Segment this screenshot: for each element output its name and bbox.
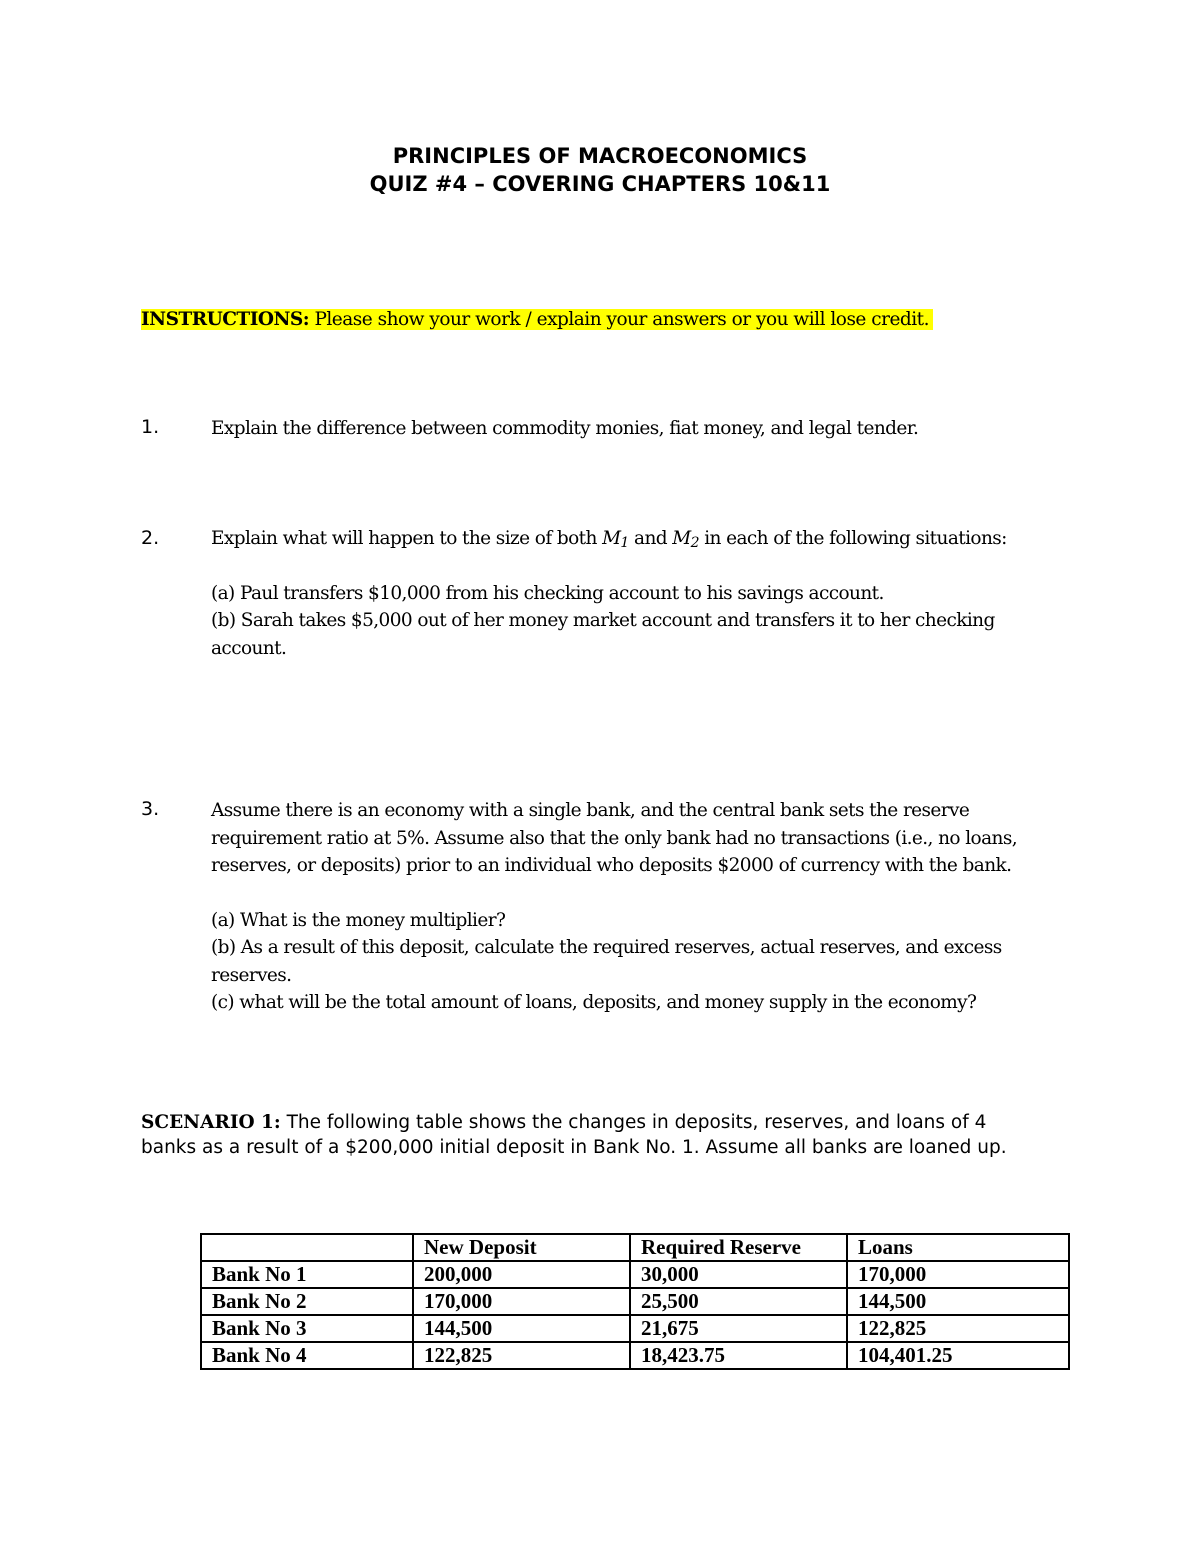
table-cell: Bank No 4: [201, 1342, 413, 1369]
table-cell: 30,000: [630, 1261, 847, 1288]
table-cell: Bank No 3: [201, 1315, 413, 1342]
table-cell: 21,675: [630, 1315, 847, 1342]
question-3-number: 3.: [141, 798, 160, 820]
scenario-label: SCENARIO 1:: [141, 1112, 281, 1133]
question-3-part-a: (a) What is the money multiplier?: [211, 909, 506, 931]
table-cell: 104,401.25: [847, 1342, 1069, 1369]
question-2-part-a: (a) Paul transfers $10,000 from his checking account to his savings account.: [211, 582, 884, 604]
table-cell: 200,000: [413, 1261, 630, 1288]
table-header-cell: New Deposit: [413, 1234, 630, 1261]
question-1: [211, 415, 1071, 443]
table-row: [201, 1315, 1069, 1342]
question-3-part-c: (c) what will be the total amount of loans, deposits, and money supply in the economy?: [211, 992, 977, 1013]
table-row: [201, 1288, 1069, 1315]
table-row: [201, 1261, 1069, 1288]
table-header-cell: [201, 1234, 413, 1261]
question-1-number: 1.: [141, 416, 160, 438]
m2-symbol: $M_2$: [672, 528, 699, 551]
scenario-text: The following table shows the changes in deposits, reserves, and loans of 4 banks as a result of a $200,000 initial deposit in Bank No. 1. Assume all banks are loaned up.: [141, 1112, 1007, 1158]
instructions-label: INSTRUCTIONS:: [141, 309, 310, 330]
question-3-part-b: (b) As a result of this deposit, calculate the required reserves, actual reserves, and excess reserves.: [211, 937, 1002, 986]
table-cell: 170,000: [847, 1261, 1069, 1288]
instructions-highlight: [141, 309, 933, 330]
scenario-1: [141, 1110, 1041, 1160]
question-1-text: Explain the difference between commodity monies, fiat money, and legal tender.: [211, 418, 919, 439]
question-3: [211, 797, 1071, 1017]
question-3-text: Assume there is an economy with a single bank, and the central bank sets the reserve requirement ratio at 5%. Assume also that the only bank had no transactions (i.e., no loans, reserves, or deposits) prior to an individual who deposits $2000 of currency with the bank.: [211, 800, 1018, 876]
table-header-row: [201, 1234, 1069, 1261]
quiz-title: QUIZ #4 – COVERING CHAPTERS 10&11: [369, 172, 831, 196]
course-title: PRINCIPLES OF MACROECONOMICS: [392, 144, 808, 168]
question-2-part-b: (b) Sarah takes $5,000 out of her money market account and transfers it to her checking account.: [211, 610, 995, 659]
table-cell: 122,825: [847, 1315, 1069, 1342]
question-2-number: 2.: [141, 527, 160, 549]
table-cell: 122,825: [413, 1342, 630, 1369]
table-cell: Bank No 1: [201, 1261, 413, 1288]
question-2-text: Explain what will happen to the size of both $M_1$ and $M_2$ in each of the following situations:: [211, 528, 1007, 551]
bank-table: [200, 1233, 1070, 1370]
table-cell: Bank No 2: [201, 1288, 413, 1315]
instructions: [141, 307, 933, 333]
table-cell: 170,000: [413, 1288, 630, 1315]
table-header-cell: Required Reserve: [630, 1234, 847, 1261]
m1-symbol: $M_1$: [602, 528, 629, 551]
table-cell: 18,423.75: [630, 1342, 847, 1369]
table-row: [201, 1342, 1069, 1369]
table-cell: 25,500: [630, 1288, 847, 1315]
table-header-cell: Loans: [847, 1234, 1069, 1261]
instructions-text: Please show your work / explain your answers or you will lose credit.: [309, 309, 929, 330]
question-2: [211, 525, 1071, 662]
table-cell: 144,500: [413, 1315, 630, 1342]
table-cell: 144,500: [847, 1288, 1069, 1315]
